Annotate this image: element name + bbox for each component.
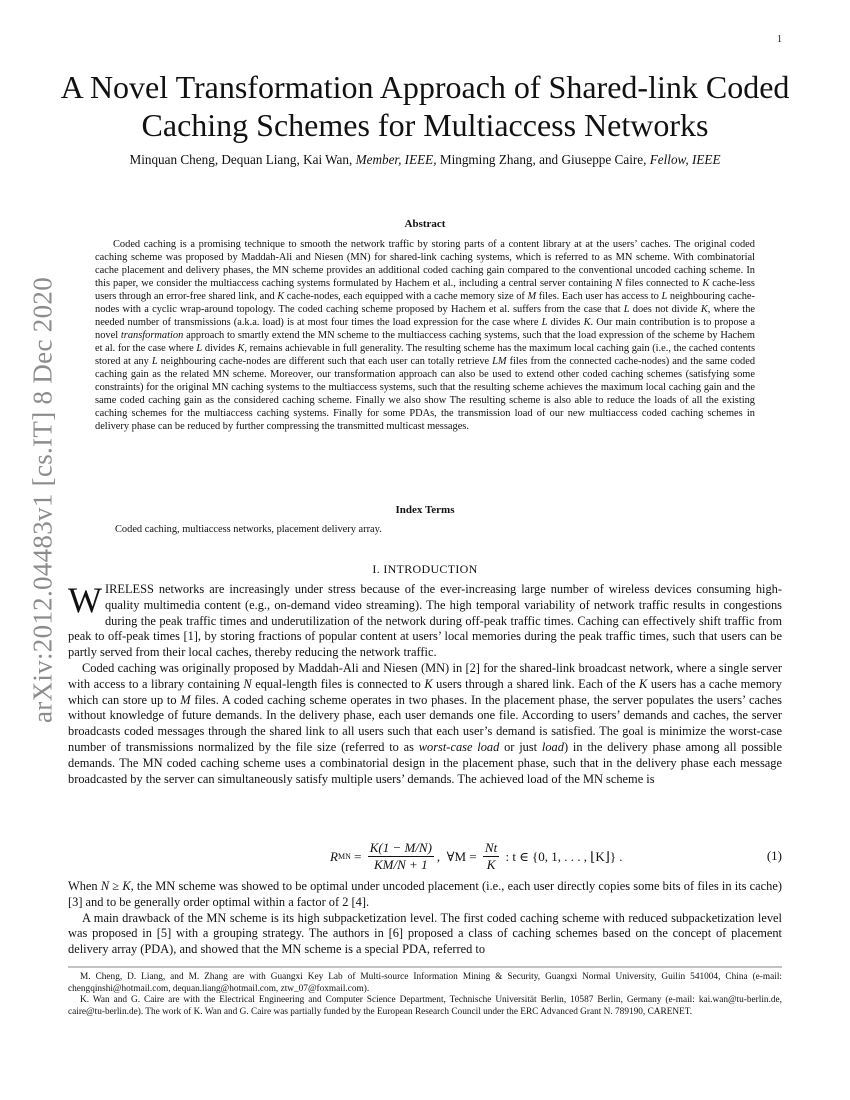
footnotes bbox=[68, 972, 782, 1018]
arxiv-stamp bbox=[18, 277, 68, 723]
index-terms-text: Coded caching, multiaccess networks, placement delivery array. bbox=[115, 524, 382, 535]
equation-1: R MN = $\frac{K(1 - M/N)}{KM/N + 1}$ , ∀M = $\frac{Nt}{K}$ : t ∈ {0, 1, . . . , ⌊K⌋} . (1) bbox=[330, 840, 782, 872]
drop-cap: W bbox=[68, 580, 102, 620]
paper-title: A Novel Transformation Approach of Shared-link Coded Caching Schemes for Multiaccess Networks bbox=[60, 69, 790, 143]
intro-paragraph-3: When N ≥ K, the MN scheme was showed to be optimal under uncoded placement (i.e., each user directly copies some bits of files in its cache) [3] and to be generally order optimal within a factor of 2 [4]. A main drawback of the MN scheme is its high subpacketization level. The first coded caching scheme with reduced subpacketization level was proposed in [5] with a grouping strategy. The authors in [6] proposed a class of caching schemes based on the concept of placement delivery array (PDA), and showed that the MN scheme is a special PDA, referred to bbox=[68, 879, 782, 957]
equation-number: (1) bbox=[766, 848, 782, 863]
introduction-heading: I. INTRODUCTION bbox=[372, 562, 478, 576]
author-list: Minquan Cheng, Dequan Liang, Kai Wan, Member, IEEE, Mingming Zhang, and Giuseppe Caire, Fellow, IEEE bbox=[129, 152, 721, 167]
abstract-text: Coded caching is a promising technique to smooth the network traffic by storing parts of a content library at at the users’ caches. The original coded caching scheme was proposed by Maddah-Ali and Niesen (MN) for shared-link caching systems, which is referred to as MN scheme. With combinatorial cache placement and delivery phases, the MN scheme provides an additional coded caching gain compared to the conventional uncoded caching scheme. In this paper, we consider the multiaccess caching systems formulated by Hachem et al., including a central server containing N files connected to K cache-less users through an error-free shared link, and K cache-nodes, each equipped with a cache memory size of M files. Each user has access to L neighbouring cache-nodes with a cyclic wrap-around topology. The coded caching scheme proposed by Hachem et al. suffers from the case that L does not divide K, where the needed number of transmissions (a.k.a. load) is at most four times the load expression for the case where L divides K. Our main contribution is to propose a novel transformation approach to smartly extend the MN scheme to the multiaccess caching systems, such that the load expression of the scheme by Hachem et al. for the case where L divides K, remains achievable in full generality. The resulting scheme has the maximum local caching gain (i.e., the cached contents stored at any L neighbouring cache-nodes are different such that each user can totally retrieve LM files from the connected cache-nodes) and the same coded caching gain as the related MN scheme. Moreover, our transformation approach can also be used to extend other coded caching schemes (satisfying some constraints) for the original MN caching systems to the multiaccess systems, such that the resulting scheme achieves the maximum local caching gain and the same coded caching gain as the considered caching scheme. Finally we also show The resulting scheme is also able to reduce the loads of all the existing caching schemes for the multiaccess caching systems. Finally for some PDAs, the transmission load of our new multiaccess coded caching schemes in delivery phase can be reduced by further compressing the transmitted multicast messages. bbox=[95, 239, 756, 432]
intro-paragraph-4: A main drawback of the MN scheme is its high subpacketization level. The first coded caching scheme with reduced subpacketization level was proposed in [5] with a grouping strategy. The authors in [6] proposed a class of caching schemes based on the concept of placement delivery array (PDA), and showed that the MN scheme is a special PDA, referred to bbox=[68, 910, 782, 957]
footnote-affiliation-2: K. Wan and G. Caire are with the Electrical Engineering and Computer Science Department, Technische Universität Berlin, 10587 Berlin, Germany (e-mail: kai.wan@tu-berlin.de, caire@tu-berlin.de). The work of K. Wan and G. Caire was partially funded by the European Research Council under the ERC Advanced Grant N. 789190, CARENET. bbox=[68, 995, 782, 1017]
index-terms-heading: Index Terms bbox=[395, 504, 455, 516]
intro-paragraph-1: WIRELESS networks are increasingly under stress because of the ever-increasing large number of wireless devices consuming high-quality multimedia content (e.g., on-demand video streaming). The high temporal variability of network traffic results in congestions during the peak traffic times and underutilization of the network during off-peak traffic times. Caching can effectively shift traffic from peak to off-peak times [1], by storing fractions of popular content at users’ local memories during the peak traffic times, such that users can be partly served from their local caches, thereby reducing the network traffic. Coded caching was originally proposed by Maddah-Ali and Niesen (MN) in [2] for the shared-link broadcast network, where a single server with access to a library containing N equal-length files is connected to K users through a shared link. Each of the K users has a cache memory which can store up to M files. A coded caching scheme operates in two phases. In the placement phase, the server populates the users’ caches without knowledge of future demands. In the delivery phase, each user demands one file. According to users’ demands and caches, the server broadcasts coded messages through the shared link to all users such that each user’s demand is satisfied. The goal is minimize the worst-case number of transmissions normalized by the file size (referred to as worst-case load or just load) in the delivery phase among all possible demands. The MN coded caching scheme uses a combinatorial design in the placement phase, such that in the delivery phase each message broadcasted by the server can simultaneously satisfy multiple users’ demands. The achieved load of the MN scheme is bbox=[68, 580, 782, 786]
footnote-affiliation-1: M. Cheng, D. Liang, and M. Zhang are with Guangxi Key Lab of Multi-source Information Mining & Security, Guangxi Normal University, Guilin 541004, China (e-mail: chengqinshi@hotmail.com, dequan.liang@hotmail.com, ztw_07@foxmail.com). bbox=[68, 972, 782, 994]
abstract-heading: Abstract bbox=[404, 218, 446, 230]
footnote-rule bbox=[68, 966, 782, 968]
page-number: 1 bbox=[777, 34, 782, 45]
intro-paragraph-2: Coded caching was originally proposed by Maddah-Ali and Niesen (MN) in [2] for the shared-link broadcast network, where a single server with access to a library containing N equal-length files is connected to K users through a shared link. Each of the K users has a cache memory which can store up to M files. A coded caching scheme operates in two phases. In the placement phase, the server populates the users’ caches without knowledge of future demands. In the delivery phase, each user demands one file. According to users’ demands and caches, the server broadcasts coded messages through the shared link to all users such that each user’s demand is satisfied. The goal is minimize the worst-case number of transmissions normalized by the file size (referred to as worst-case load or just load) in the delivery phase among all possible demands. The MN coded caching scheme uses a combinatorial design in the placement phase, such that in the delivery phase each message broadcasted by the server can simultaneously satisfy multiple users’ demands. The achieved load of the MN scheme is bbox=[68, 660, 782, 786]
arxiv-id[interactable]: arXiv:2012.04483v1 [cs.IT] 8 Dec 2020 bbox=[27, 277, 58, 723]
